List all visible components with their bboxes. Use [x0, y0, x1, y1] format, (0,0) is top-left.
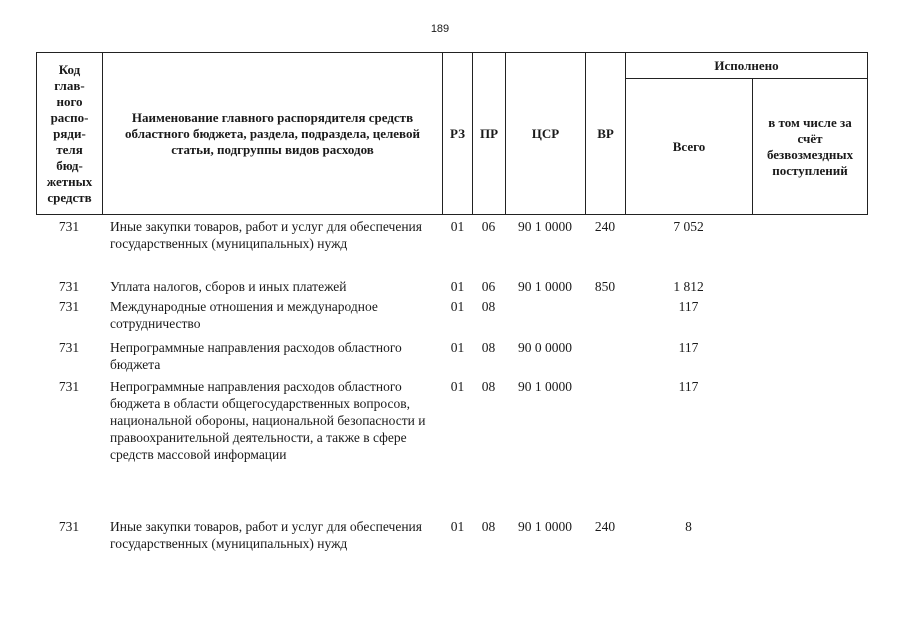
cell-rz: 01 [450, 519, 465, 534]
header-code-line: распо- [50, 109, 89, 125]
cell-rz: 01 [450, 299, 465, 314]
header-total: Всего [625, 78, 753, 215]
header-code-line: средств [47, 189, 92, 205]
cell-code: 731 [58, 299, 80, 314]
cell-code: 731 [58, 519, 80, 534]
header-csr: ЦСР [505, 52, 586, 215]
header-code-line: ряди- [53, 125, 86, 141]
cell-code: 731 [58, 379, 80, 394]
cell-total: 8 [685, 519, 692, 534]
cell-name: Непрограммные направления расходов областного бюджета в области общегосударственных вопросов, национальной обороны, национальной безопасности и правоохранительной деятельности, а также в сфере средств массовой информации [110, 379, 426, 462]
header-code-line: Код [58, 61, 81, 77]
cell-total: 117 [678, 340, 699, 355]
cell-total: 117 [678, 299, 699, 314]
header-code [36, 52, 103, 215]
header-pr: ПР [472, 52, 506, 215]
cell-name: Иные закупки товаров, работ и услуг для обеспечения государственных (муниципальных) нужд [110, 219, 422, 251]
cell-name: Уплата налогов, сборов и иных платежей [110, 279, 347, 294]
cell-rz: 01 [450, 340, 465, 355]
header-code-line: жетных [46, 173, 93, 189]
cell-vr: 240 [594, 519, 616, 534]
page-number: 189 [430, 23, 450, 35]
header-code-line: бюд- [56, 157, 83, 173]
cell-name: Непрограммные направления расходов областного бюджета [110, 340, 402, 372]
cell-vr: 850 [594, 279, 616, 294]
cell-rz: 01 [450, 379, 465, 394]
header-code-line: глав- [54, 77, 85, 93]
cell-csr: 90 1 0000 [518, 379, 572, 394]
cell-rz: 01 [450, 279, 465, 294]
cell-csr: 90 1 0000 [518, 219, 572, 234]
cell-pr: 06 [481, 279, 496, 294]
cell-csr: 90 0 0000 [518, 340, 572, 355]
cell-pr: 08 [481, 379, 496, 394]
cell-code: 731 [58, 340, 80, 355]
cell-code: 731 [58, 279, 80, 294]
header-gratuitous: в том числе за счёт безвозмездных поступлений [752, 78, 868, 215]
header-code-line: ного [56, 93, 83, 109]
cell-csr: 90 1 0000 [518, 279, 572, 294]
header-executed: Исполнено [625, 52, 868, 79]
cell-pr: 08 [481, 299, 496, 314]
cell-pr: 06 [481, 219, 496, 234]
cell-pr: 08 [481, 519, 496, 534]
cell-code: 731 [58, 219, 80, 234]
header-name: Наименование главного распорядителя средств областного бюджета, раздела, подраздела, целевой статьи, подгруппы видов расходов [102, 52, 443, 215]
cell-name: Международные отношения и международное сотрудничество [110, 299, 378, 331]
cell-total: 7 052 [673, 219, 704, 234]
cell-vr: 240 [594, 219, 616, 234]
cell-name: Иные закупки товаров, работ и услуг для обеспечения государственных (муниципальных) нужд [110, 519, 422, 551]
cell-pr: 08 [481, 340, 496, 355]
cell-total: 1 812 [673, 279, 704, 294]
cell-total: 117 [678, 379, 699, 394]
cell-csr: 90 1 0000 [518, 519, 572, 534]
header-vr: ВР [585, 52, 626, 215]
cell-rz: 01 [450, 219, 465, 234]
header-code-line: теля [56, 141, 83, 157]
header-rz: РЗ [442, 52, 473, 215]
